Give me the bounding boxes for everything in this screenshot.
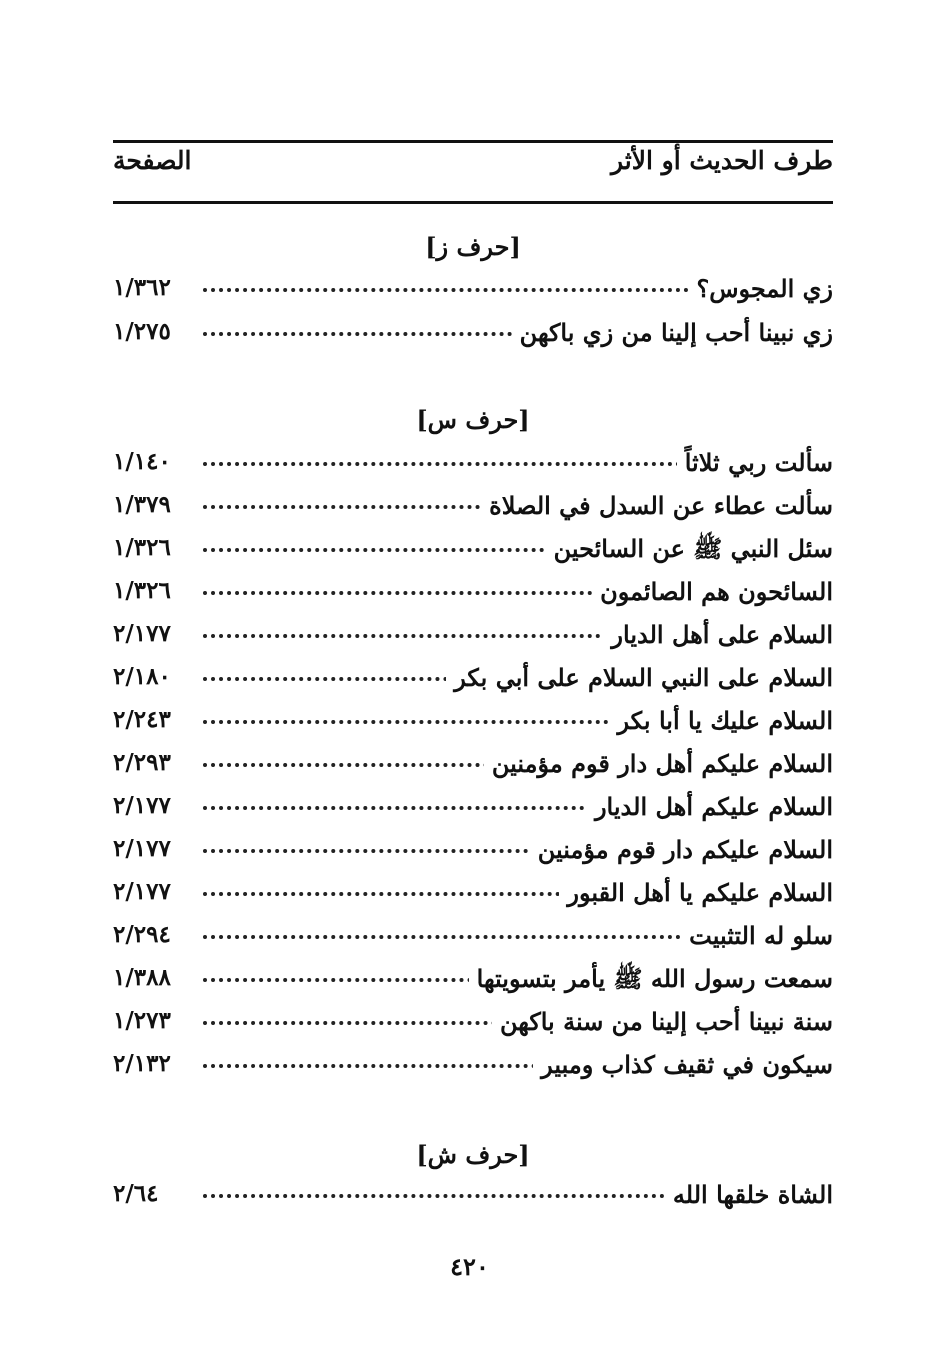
header-top-rule	[113, 140, 833, 143]
section-title: [حرف ش]	[416, 1140, 530, 1169]
entry-text: الشاة خلقها الله	[665, 1180, 833, 1209]
index-entry	[113, 1050, 833, 1090]
entry-text: زي نبينا أحب إلينا من زي باكهن	[512, 318, 833, 347]
index-entry	[113, 921, 833, 961]
page-number: ٤٢٠	[450, 1252, 489, 1281]
entry-page-ref: ٢/١٧٧	[113, 878, 171, 905]
entry-page-ref: ٢/١٧٧	[113, 792, 171, 819]
entry-text: السائحون هم الصائمون	[592, 577, 833, 606]
entry-text: السلام عليك يا أبا بكر	[609, 706, 833, 735]
entry-page-ref: ١/٣٧٩	[113, 491, 171, 518]
entry-page-ref: ٢/١٣٢	[113, 1050, 171, 1077]
entry-page-ref: ١/٣٢٦	[113, 534, 171, 561]
index-entry	[113, 491, 833, 531]
entry-text: السلام على أهل الديار	[603, 620, 833, 649]
entry-text: السلام على النبي السلام على أبي بكر	[446, 663, 833, 692]
entry-text: سلو له التثبيت	[681, 921, 833, 950]
entry-text: السلام عليكم أهل الديار	[587, 792, 833, 821]
entry-page-ref: ٢/٢٩٤	[113, 921, 171, 948]
section-title: [حرف س]	[416, 405, 530, 434]
entry-text: زي المجوس؟	[688, 274, 833, 303]
entry-text: السلام عليكم دار قوم مؤمنين	[530, 835, 833, 864]
index-entry	[113, 620, 833, 660]
entry-text: السلام عليكم أهل دار قوم مؤمنين	[484, 749, 833, 778]
entry-page-ref: ١/١٤٠	[113, 448, 171, 475]
index-entry	[113, 534, 833, 574]
index-entry	[113, 878, 833, 918]
section-title: [حرف ز]	[425, 232, 521, 261]
column-header	[113, 146, 833, 186]
index-entry	[113, 706, 833, 746]
index-entry	[113, 792, 833, 832]
entry-page-ref: ١/٢٧٣	[113, 1007, 171, 1034]
entry-page-ref: ١/٢٧٥	[113, 318, 171, 345]
index-entry	[113, 448, 833, 488]
entry-page-ref: ١/٣٢٦	[113, 577, 171, 604]
entry-text: سنة نبينا أحب إلينا من سنة باكهن	[492, 1007, 833, 1036]
entry-page-ref: ٢/١٨٠	[113, 663, 171, 690]
entry-text: سيكون في ثقيف كذاب ومبير	[533, 1050, 833, 1079]
index-entry	[113, 577, 833, 617]
entry-text: سمعت رسول الله ﷺ يأمر بتسويتها	[469, 964, 833, 999]
index-entry	[113, 1007, 833, 1047]
entry-page-ref: ٢/٦٤	[113, 1180, 159, 1207]
entry-page-ref: ٢/٢٤٣	[113, 706, 171, 733]
header-bottom-rule	[113, 201, 833, 204]
index-entry	[113, 318, 833, 358]
index-entry	[113, 1180, 833, 1220]
index-entry	[113, 274, 833, 314]
entry-page-ref: ١/٣٨٨	[113, 964, 171, 991]
entry-text: سئل النبي ﷺ عن السائحين	[546, 534, 833, 569]
entry-text: سألت عطاء عن السدل في الصلاة	[481, 491, 833, 520]
index-entry	[113, 749, 833, 789]
entry-text: السلام عليكم يا أهل القبور	[559, 878, 833, 907]
index-entry	[113, 663, 833, 703]
page-column-heading: الصفحة	[113, 146, 192, 175]
index-entry	[113, 835, 833, 875]
entry-page-ref: ٢/١٧٧	[113, 620, 171, 647]
hadith-column-heading: طرف الحديث أو الأثر	[610, 146, 833, 175]
entry-page-ref: ١/٣٦٢	[113, 274, 171, 301]
index-entry	[113, 964, 833, 1004]
entry-text: سألت ربي ثلاثاً	[677, 448, 833, 477]
entry-page-ref: ٢/١٧٧	[113, 835, 171, 862]
entry-page-ref: ٢/٢٩٣	[113, 749, 171, 776]
